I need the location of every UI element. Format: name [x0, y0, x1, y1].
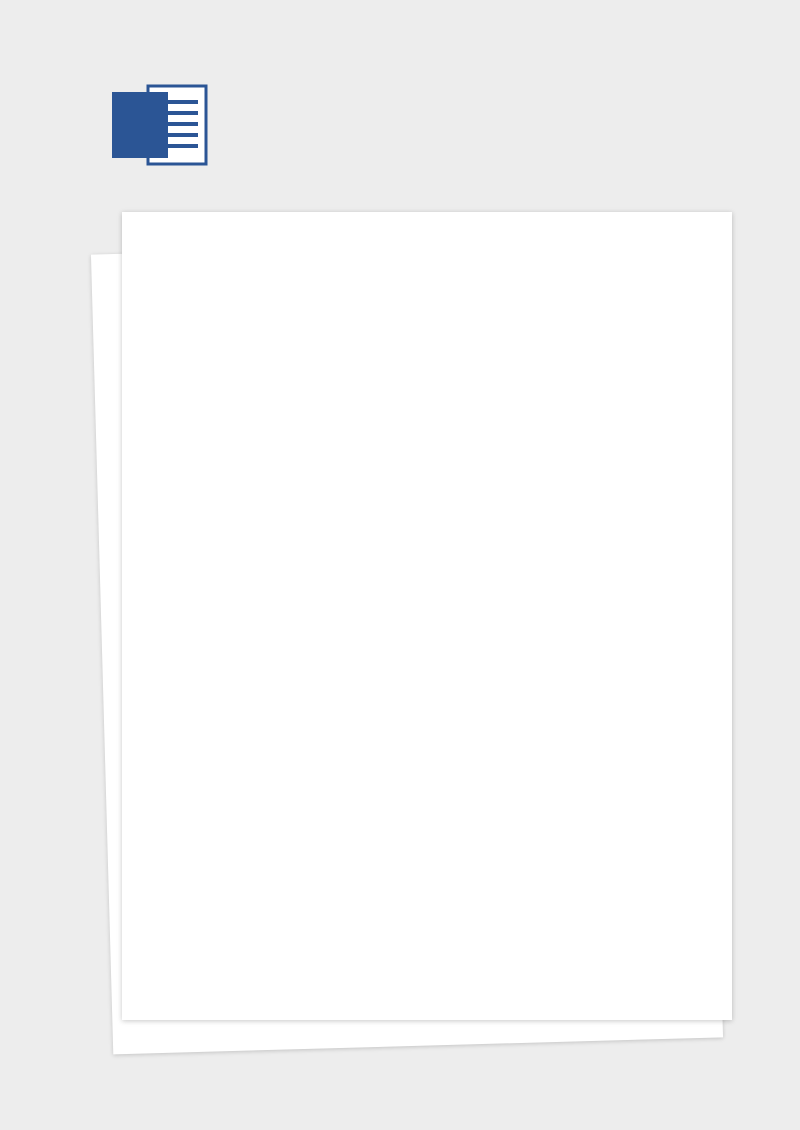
document-page	[122, 212, 732, 1020]
word-document-icon	[112, 80, 208, 170]
